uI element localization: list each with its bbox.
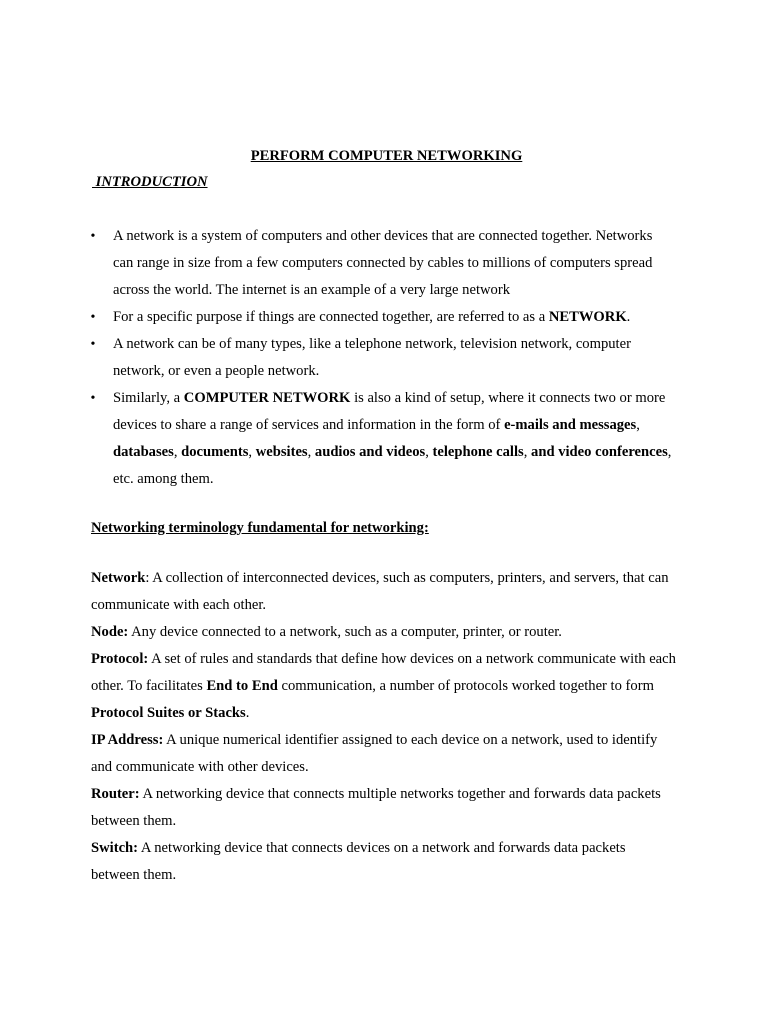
definition-paragraph <box>91 835 676 889</box>
text-run: : A collection of interconnected devices, such as computers, printers, and servers, that can communicate with each other. <box>91 570 669 613</box>
bold-text-run: audios and videos <box>314 444 426 460</box>
bullet-point-icon: • <box>90 391 96 406</box>
text-run: , <box>425 444 433 460</box>
bold-text-run: websites <box>255 444 308 460</box>
introduction-heading: INTRODUCTION <box>92 174 208 190</box>
text-run: A unique numerical identifier assigned to each device on a network, used to identify and communicate with other devices. <box>91 732 658 775</box>
definition-paragraph <box>91 619 676 646</box>
bold-text-run: COMPUTER NETWORK <box>183 390 351 406</box>
bold-text-run: telephone calls <box>432 444 524 460</box>
text-run: , <box>307 444 315 460</box>
bullet-item <box>91 331 676 385</box>
bullet-point-icon: • <box>90 310 96 325</box>
text-run: . <box>245 705 250 721</box>
bullet-item <box>91 223 676 304</box>
text-run: , <box>173 444 182 460</box>
bold-text-run: End to End <box>206 678 278 694</box>
terminology-definitions <box>91 565 676 889</box>
bold-text-run: e-mails and messages <box>504 417 637 433</box>
text-run: For a specific purpose if things are connected together, are referred to as a <box>113 309 549 325</box>
text-run: Any device connected to a network, such as a computer, printer, or router. <box>128 624 562 640</box>
text-run: A set of rules and standards that define how devices on a network communicate with each other. To facilitates <box>91 651 676 694</box>
bullet-text <box>113 336 631 379</box>
bold-text-run: databases <box>113 444 174 460</box>
text-run: , etc. among them. <box>113 444 672 487</box>
bold-text-run: documents <box>181 444 249 460</box>
text-run: A network can be of many types, like a telephone network, television network, computer network, or even a people network. <box>113 336 631 379</box>
text-run: , <box>523 444 532 460</box>
bold-text-run: IP Address: <box>91 732 164 748</box>
text-run: . <box>626 309 631 325</box>
definition-paragraph <box>91 727 676 781</box>
bold-text-run: Router: <box>91 786 140 802</box>
bullet-point-icon: • <box>90 337 96 352</box>
bullet-text <box>113 390 671 487</box>
text-run: , <box>636 417 640 433</box>
text-run: A network is a system of computers and other devices that are connected together. Networks can range in size from a few computers connected by cables to millions of computers spread across the world. The internet is an example of a very large network <box>113 228 653 298</box>
bold-text-run: and video conferences <box>531 444 668 460</box>
bullet-item <box>91 304 676 331</box>
bold-text-run: Protocol Suites or Stacks <box>91 705 246 721</box>
definition-paragraph <box>91 781 676 835</box>
bold-text-run: Network <box>91 570 146 586</box>
document-title: PERFORM COMPUTER NETWORKING <box>250 148 523 164</box>
text-run: is also a kind of setup, where it connects two or more devices to share a range of services and information in the form of <box>113 390 666 433</box>
bold-text-run: Protocol: <box>91 651 149 667</box>
text-run: , <box>248 444 256 460</box>
terminology-heading: Networking terminology fundamental for networking: <box>91 520 429 536</box>
definition-paragraph <box>91 565 676 619</box>
definition-paragraph <box>91 646 676 727</box>
text-run: A networking device that connects devices on a network and forwards data packets between them. <box>91 840 626 883</box>
text-run: communication, a number of protocols worked together to form <box>277 678 654 694</box>
text-run: A networking device that connects multiple networks together and forwards data packets between them. <box>91 786 661 829</box>
bullet-point-icon: • <box>90 229 96 244</box>
bullet-item <box>91 385 676 493</box>
bold-text-run: NETWORK <box>548 309 627 325</box>
bullet-text <box>113 309 630 325</box>
bold-text-run: Node: <box>91 624 129 640</box>
text-run: Similarly, a <box>113 390 184 406</box>
bullet-text <box>113 228 652 298</box>
introduction-bullet-list <box>91 223 676 493</box>
bold-text-run: Switch: <box>91 840 139 856</box>
